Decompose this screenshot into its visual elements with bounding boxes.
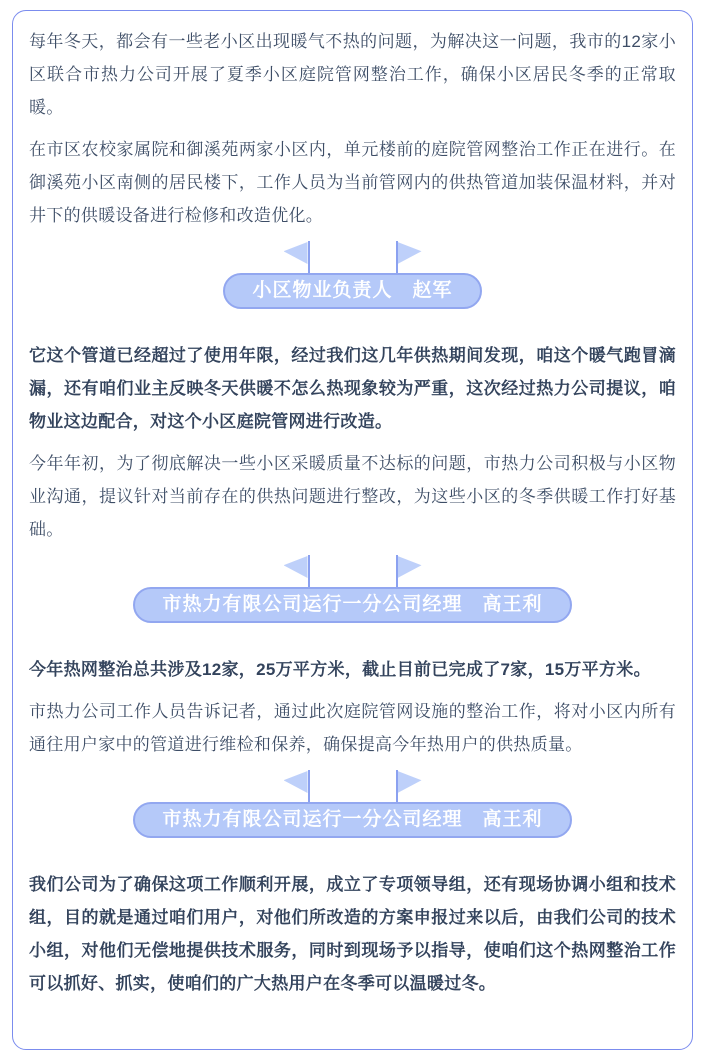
- article-paragraph: 每年冬天，都会有一些老小区出现暖气不热的问题，为解决这一问题，我市的12家小区联合市热力公司开展了夏季小区庭院管网整治工作，确保小区居民冬季的正常取暖。: [29, 32, 676, 117]
- speaker-badge: 市热力有限公司运行一分公司经理 高王利: [133, 587, 571, 623]
- flag-icons: [29, 555, 676, 587]
- speaker-block: [29, 241, 676, 309]
- flag-icons: [29, 241, 676, 273]
- article-card: [12, 10, 693, 1050]
- flag-left-icon: [284, 770, 310, 802]
- speaker-block: [29, 555, 676, 623]
- flag-left-icon: [284, 241, 310, 273]
- quote-paragraph: 我们公司为了确保这项工作顺利开展，成立了专项领导组，还有现场协调小组和技术组，目的就是通过咱们用户，对他们所改造的方案申报过来以后，由我们公司的技术小组，对他们无偿地提供技术服务，同时到现场予以指导，使咱们这个热网整治工作可以抓好、抓实，使咱们的广大热用户在冬季可以温暖过冬。: [29, 875, 676, 993]
- article-paragraph: 市热力公司工作人员告诉记者，通过此次庭院管网设施的整治工作，将对小区内所有通往用户家中的管道进行维检和保养，确保提高今年热用户的供热质量。: [29, 702, 676, 754]
- quote-paragraph: 它这个管道已经超过了使用年限，经过我们这几年供热期间发现，咱这个暖气跑冒滴漏，还有咱们业主反映冬天供暖不怎么热现象较为严重，这次经过热力公司提议，咱物业这边配合，对这个小区庭院管网进行改造。: [29, 346, 676, 431]
- flag-right-icon: [396, 770, 422, 802]
- flag-left-icon: [284, 555, 310, 587]
- speaker-badge: 市热力有限公司运行一分公司经理 高王利: [133, 802, 571, 838]
- speaker-block: [29, 770, 676, 838]
- article-paragraph: 今年年初，为了彻底解决一些小区采暖质量不达标的问题，市热力公司积极与小区物业沟通，提议针对当前存在的供热问题进行整改，为这些小区的冬季供暖工作打好基础。: [29, 454, 676, 539]
- speaker-badge: 小区物业负责人 赵军: [223, 273, 481, 309]
- quote-paragraph: 今年热网整治总共涉及12家，25万平方米，截止目前已完成了7家，15万平方米。: [29, 660, 651, 679]
- flag-right-icon: [396, 555, 422, 587]
- flag-right-icon: [396, 241, 422, 273]
- flag-icons: [29, 770, 676, 802]
- article-paragraph: 在市区农校家属院和御溪苑两家小区内，单元楼前的庭院管网整治工作正在进行。在御溪苑小区南侧的居民楼下，工作人员为当前管网内的供热管道加装保温材料，并对井下的供暖设备进行检修和改造优化。: [29, 140, 676, 225]
